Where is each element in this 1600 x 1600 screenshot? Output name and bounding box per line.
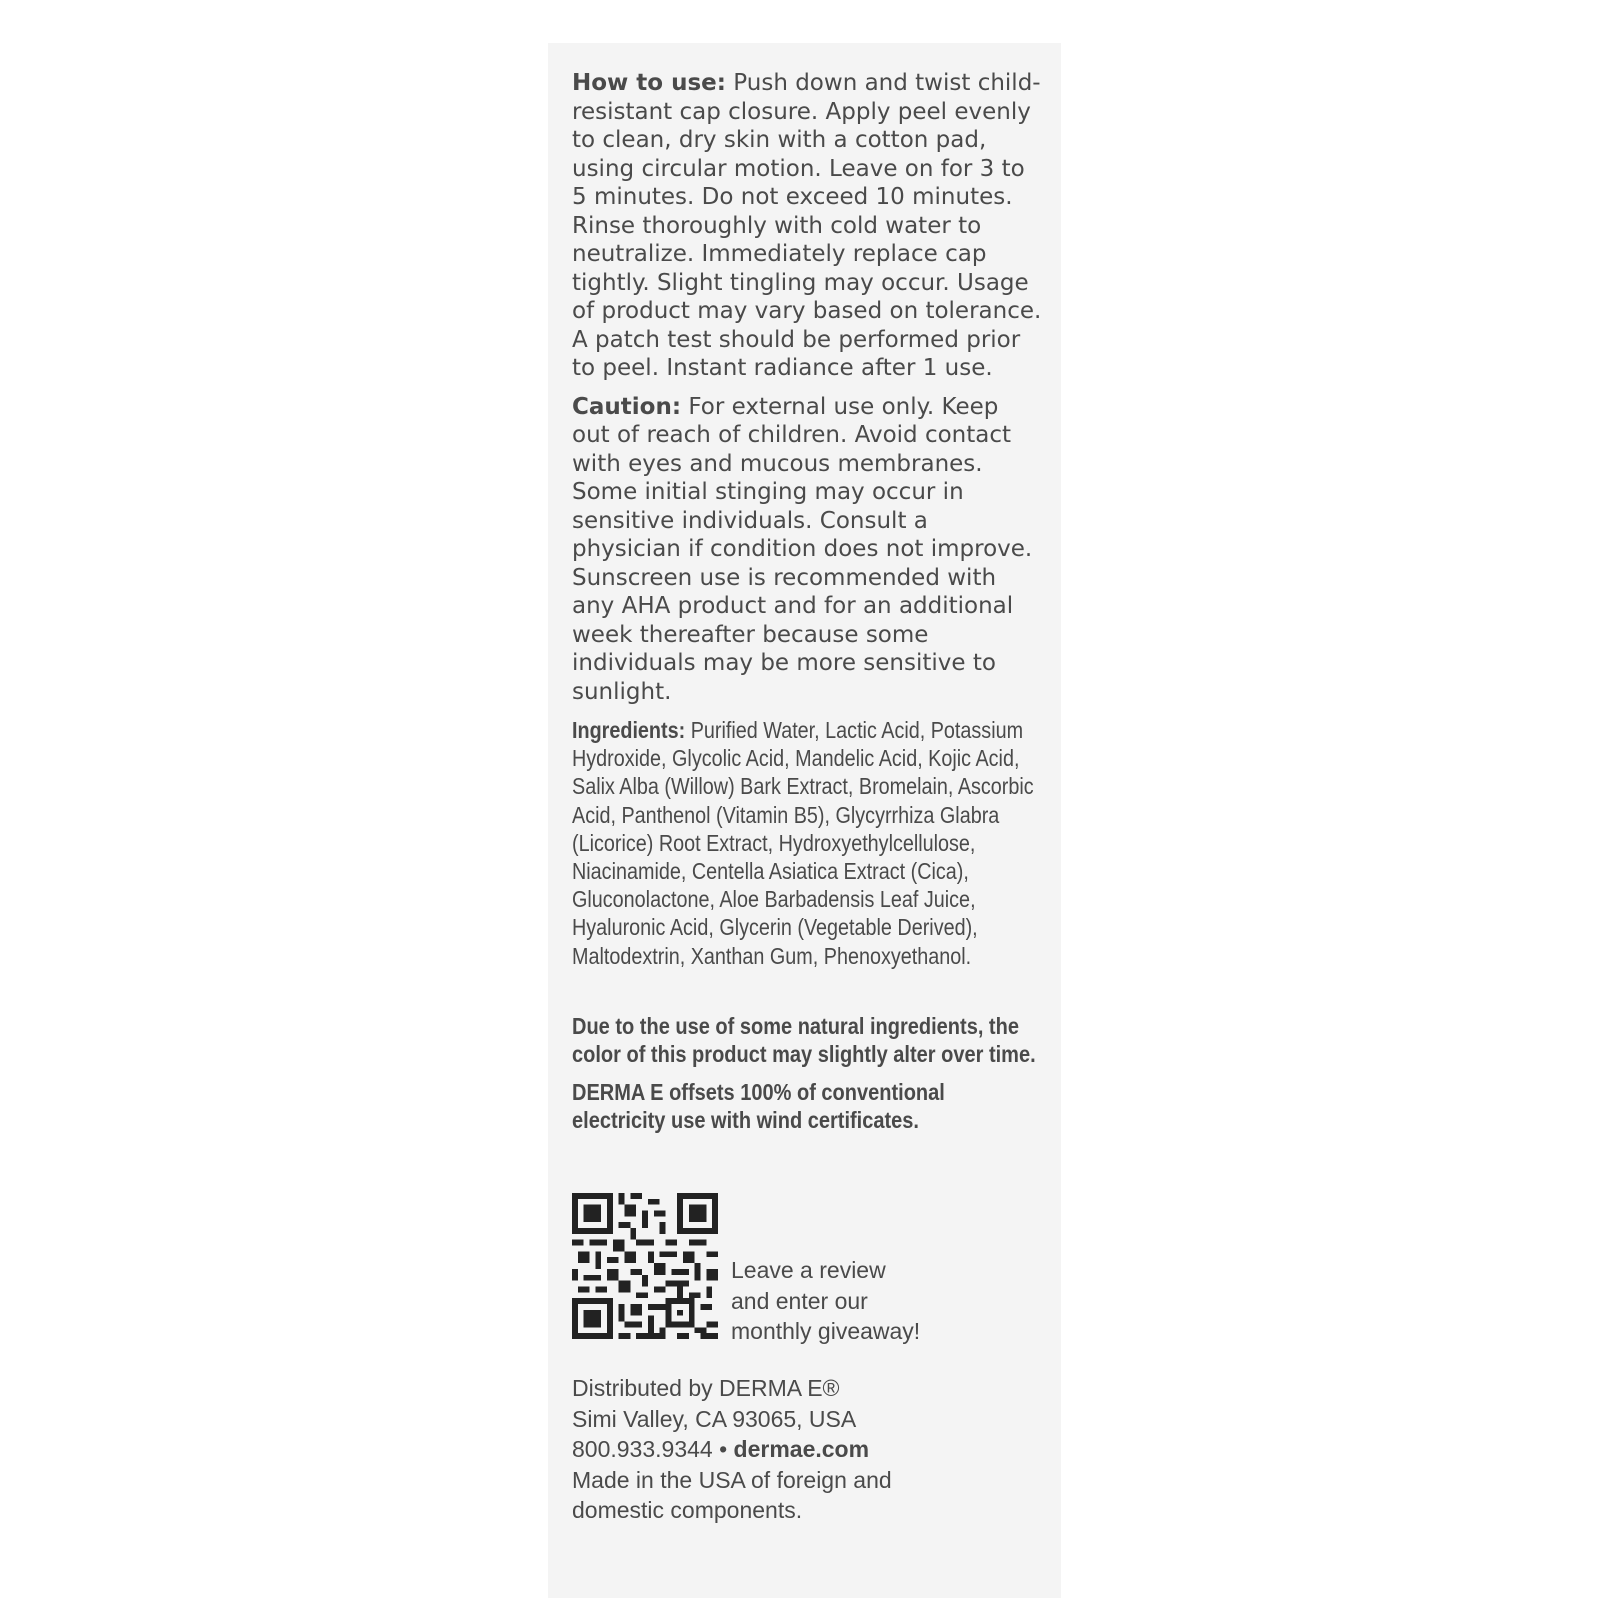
contact-line (572, 1434, 1042, 1465)
offset-note: DERMA E offsets 100% of conventional electricity use with wind certificates. (572, 1079, 945, 1133)
how-to-use-text: Push down and twist child-resistant cap closure. Apply peel evenly to clean, dry skin with a cotton pad, using circular motion. Leave on for 3 to 5 minutes. Do not exceed 10 minutes. Rinse thoroughly with cold water to neutralize. Immediately replace cap tightly. Slight tingling may occur. Usage of product may vary based on tolerance. A patch test should be performed prior to peel. Instant radiance after 1 use. (572, 70, 1042, 381)
website-link[interactable]: dermae.com (733, 1436, 870, 1462)
caution-text: For external use only. Keep out of reach of children. Avoid contact with eyes and mucous membranes. Some initial stinging may occur in sensitive individuals. Consult a physician if condition does not improve. Sunscreen use is recommended with any AHA product and for an additional week thereafter because some individuals may be more sensitive to sunlight. (572, 393, 1033, 705)
origin-line-1: Made in the USA of foreign and (572, 1466, 892, 1493)
ingredients-text: Purified Water, Lactic Acid, Potassium Hydroxide, Glycolic Acid, Mandelic Acid, Kojic Acid, Salix Alba (Willow) Bark Extract, Bromelain, Ascorbic Acid, Panthenol (Vitamin B5), Glycyrrhiza Glabra (Licorice) Root Extract, Hydroxyethylcellulose, Niacinamide, Centella Asiatica Extract (Cica), Gluconolactone, Aloe Barbadensis Leaf Juice, Hyaluronic Acid, Glycerin (Vegetable Derived), Maltodextrin, Xanthan Gum, Phenoxyethanol. (572, 717, 1034, 969)
qr-code-icon[interactable] (572, 1193, 718, 1339)
review-line-1: Leave a review (731, 1257, 886, 1283)
distributor-name: Distributed by DERMA E® (572, 1375, 840, 1401)
ingredients-section (572, 716, 1042, 1000)
review-line-3: monthly giveaway! (731, 1318, 921, 1344)
phone-number: 800.933.9344 • (572, 1436, 734, 1462)
review-row (572, 1193, 1042, 1344)
label-content (572, 69, 1042, 1144)
ingredients-heading: Ingredients: (572, 717, 686, 743)
distributor-address: Simi Valley, CA 93065, USA (572, 1405, 857, 1432)
caution-heading: Caution: (572, 393, 682, 420)
how-to-use-heading: How to use: (572, 70, 726, 96)
review-line-2: and enter our (731, 1287, 868, 1314)
caution-section (572, 393, 1042, 707)
package-panel (548, 43, 1061, 1598)
origin-line-2: domestic components. (572, 1497, 803, 1523)
review-text (731, 1255, 920, 1347)
how-to-use-section (572, 69, 1042, 383)
distributor-info (572, 1373, 1042, 1526)
natural-color-note: Due to the use of some natural ingredients, the color of this product may slightly alter over time. (572, 1013, 1036, 1067)
